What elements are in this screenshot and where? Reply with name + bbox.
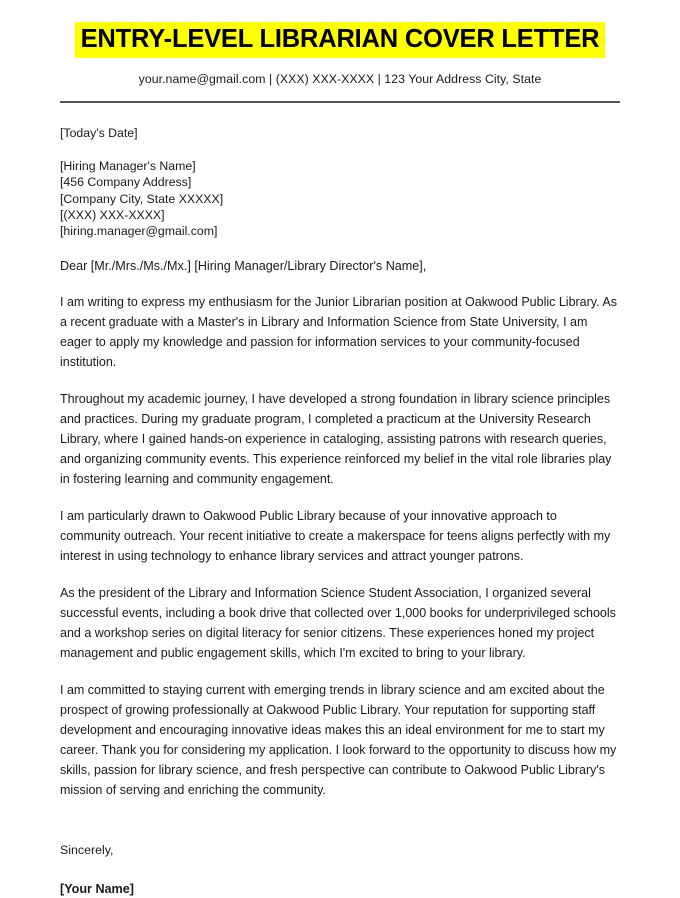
letter-body — [60, 103, 620, 898]
letter-header — [60, 0, 620, 103]
recipient-line: [456 Company Address] — [60, 175, 192, 190]
letter-content — [60, 0, 620, 898]
recipient-line: [Hiring Manager's Name] — [60, 158, 196, 173]
letter-paragraph: I am particularly drawn to Oakwood Public Library because of your innovative approach to community outreach. Your recent initiative to create a makerspace for teens aligns perfectly with my interest in using technology to enhance library services and attract younger patrons. — [60, 509, 611, 564]
recipient-line: [Company City, State XXXXX] — [60, 191, 224, 206]
recipient-address-block — [60, 158, 620, 240]
recipient-line: [hiring.manager@gmail.com] — [60, 224, 218, 239]
letter-paragraph: As the president of the Library and Information Science Student Association, I organized several successful events, including a book drive that collected over 1,000 books for underprivileged schools and a workshop series on digital literacy for senior citizens. These experiences honed my project management and public engagement skills, which I'm excited to bring to your library. — [60, 586, 616, 661]
letter-paragraph: I am committed to staying current with emerging trends in library science and am excited about the prospect of growing professionally at Oakwood Public Library. Your reputation for supporting staff development and encouraging innovative ideas makes this an ideal environment for me to start my career. Thank you for considering my application. I look forward to the opportunity to discuss how my skills, passion for library science, and fresh perspective can contribute to Oakwood Public Library's mission of serving and enriching the community. — [60, 683, 617, 798]
letter-paragraph: Throughout my academic journey, I have developed a strong foundation in library science principles and practices. During my graduate program, I completed a practicum at the University Research Library, where I gained hands-on experience in cataloging, assisting patrons with research queries, and organizing community events. This experience reinforced my belief in the vital role libraries play in fostering learning and community engagement. — [60, 392, 612, 487]
applicant-contact-line: your.name@gmail.com | (XXX) XXX-XXXX | 123 Your Address City, State — [138, 71, 542, 86]
recipient-line: [(XXX) XXX-XXXX] — [60, 208, 165, 223]
letter-closing: Sincerely, — [60, 843, 114, 858]
letter-date: [Today's Date] — [60, 126, 138, 141]
letter-paragraph: I am writing to express my enthusiasm for the Junior Librarian position at Oakwood Public Library. As a recent graduate with a Master's in Library and Information Science from State University, I am eager to apply my knowledge and passion for information services to your community-focused institution. — [60, 295, 617, 370]
page-title: ENTRY-LEVEL LIBRARIAN COVER LETTER — [75, 22, 606, 58]
signature-name: [Your Name] — [60, 881, 134, 896]
letter-salutation: Dear [Mr./Mrs./Ms./Mx.] [Hiring Manager/Library Director's Name], — [60, 258, 427, 273]
